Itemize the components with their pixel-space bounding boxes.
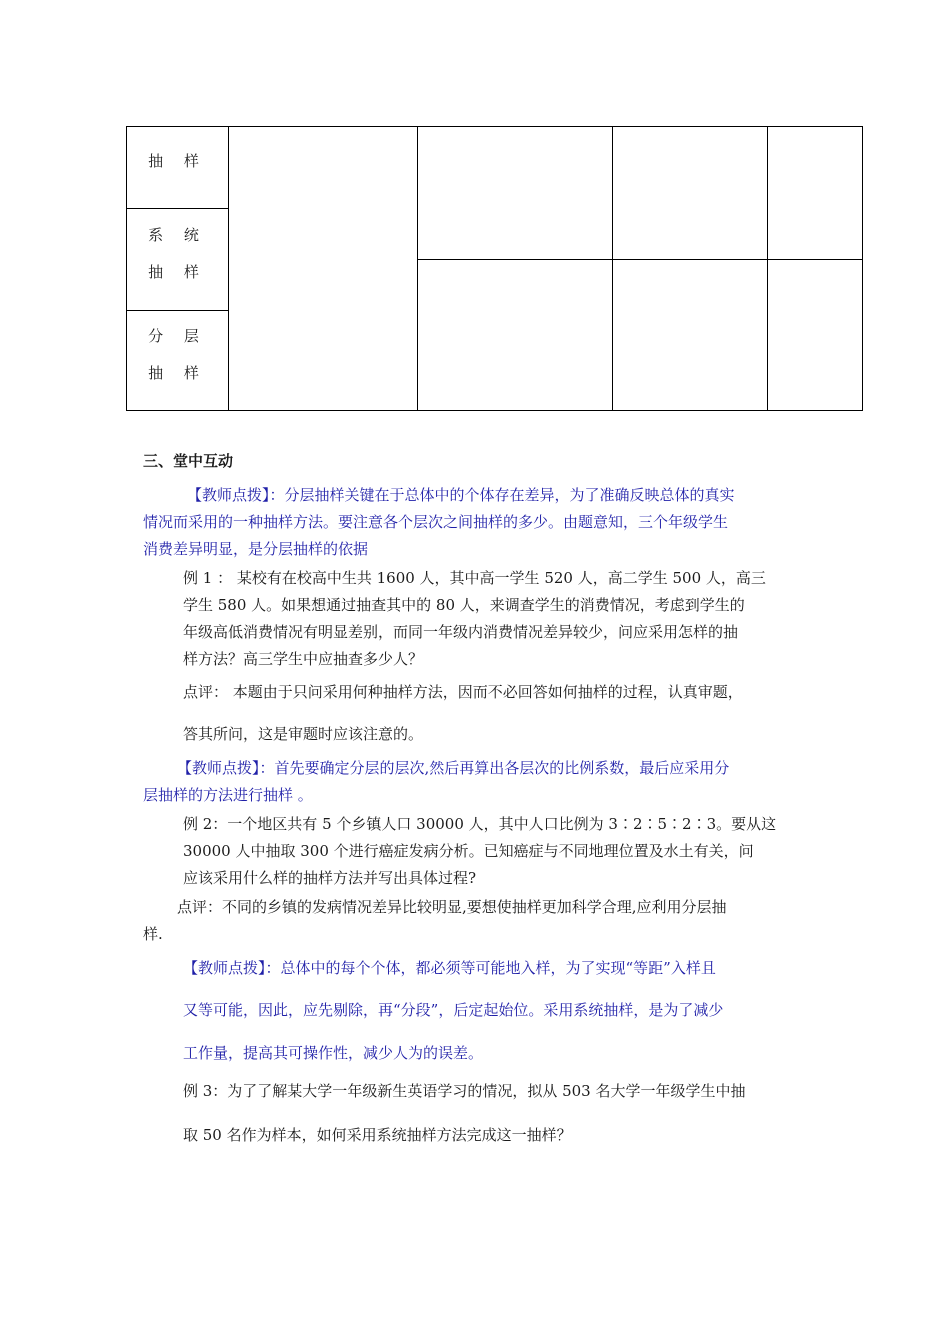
comment-line: 样. (143, 925, 163, 943)
example-line: 样方法？高三学生中应抽查多少人？ (183, 650, 424, 668)
comment-line: 答其所问，这是审题时应该注意的。 (183, 725, 424, 743)
table-row-label-sampling (127, 143, 228, 180)
comment-line: 点评： 本题由于只问采用何种抽样方法，因而不必回答如何抽样的过程，认真审题， (183, 683, 743, 701)
example-line: 年级高低消费情况有明显差别，而同一年级内消费情况差异较少，问应采用怎样的抽 (183, 623, 739, 641)
example-line: 例 2：一个地区共有 5 个乡镇人口 30000 人，其中人口比例为 3∶2∶5∶2∶3。要从这 (183, 815, 777, 833)
table-divider (417, 259, 862, 260)
table-cell-text: 系 统 (148, 226, 207, 244)
table-divider (127, 208, 228, 209)
table-divider (612, 127, 613, 410)
example-line: 例 3：为了了解某大学一年级新生英语学习的情况，拟从 503 名大学一年级学生中抽 (183, 1082, 746, 1100)
table-divider (228, 127, 229, 410)
tip-line: 【教师点拨】：总体中的每个个体，都必须等可能地入样，为了实现“等距”入样且 (183, 959, 716, 977)
table-cell-text: 抽 样 (148, 263, 207, 281)
tip-line: 层抽样的方法进行抽样 。 (143, 786, 313, 804)
tip-line: 【教师点拨】：分层抽样关键在于总体中的个体存在差异，为了准确反映总体的真实 (187, 486, 735, 504)
example-line: 例 1 ： 某校有在校高中生共 1600 人，其中高一学生 520 人，高二学生 500 人，高三 (183, 569, 766, 587)
section-heading: 三、堂中互动 (143, 452, 234, 470)
table-divider (417, 127, 418, 410)
example-line: 应该采用什么样的抽样方法并写出具体过程? (183, 869, 477, 887)
tip-line: 情况而采用的一种抽样方法。要注意各个层次之间抽样的多少。由题意知，三个年级学生 (143, 513, 729, 531)
example-line: 30000 人中抽取 300 个进行癌症发病分析。已知癌症与不同地理位置及水土有关，问 (183, 842, 754, 860)
table-row-label-stratified (127, 318, 228, 392)
comment-line: 点评：不同的乡镇的发病情况差异比较明显,要想使抽样更加科学合理,应利用分层抽 (177, 898, 727, 916)
sampling-comparison-table (126, 126, 863, 411)
table-divider (127, 310, 228, 311)
table-cell-text: 抽 样 (148, 152, 207, 170)
tip-line: 又等可能，因此，应先剔除，再“分段”，后定起始位。采用系统抽样，是为了减少 (183, 1001, 724, 1019)
table-cell-text: 分 层 (148, 327, 207, 345)
example-line: 取 50 名作为样本，如何采用系统抽样方法完成这一抽样？ (183, 1126, 572, 1144)
table-cell-text: 抽 样 (148, 364, 207, 382)
tip-line: 【教师点拨】：首先要确定分层的层次,然后再算出各层次的比例系数，最后应采用分 (177, 759, 730, 777)
table-divider (767, 127, 768, 410)
example-line: 学生 580 人。如果想通过抽查其中的 80 人，来调查学生的消费情况，考虑到学生的 (183, 596, 745, 614)
tip-line: 工作量，提高其可操作性，减少人为的误差。 (183, 1044, 484, 1062)
table-row-label-systematic (127, 217, 228, 291)
tip-line: 消费差异明显，是分层抽样的依据 (143, 540, 369, 558)
